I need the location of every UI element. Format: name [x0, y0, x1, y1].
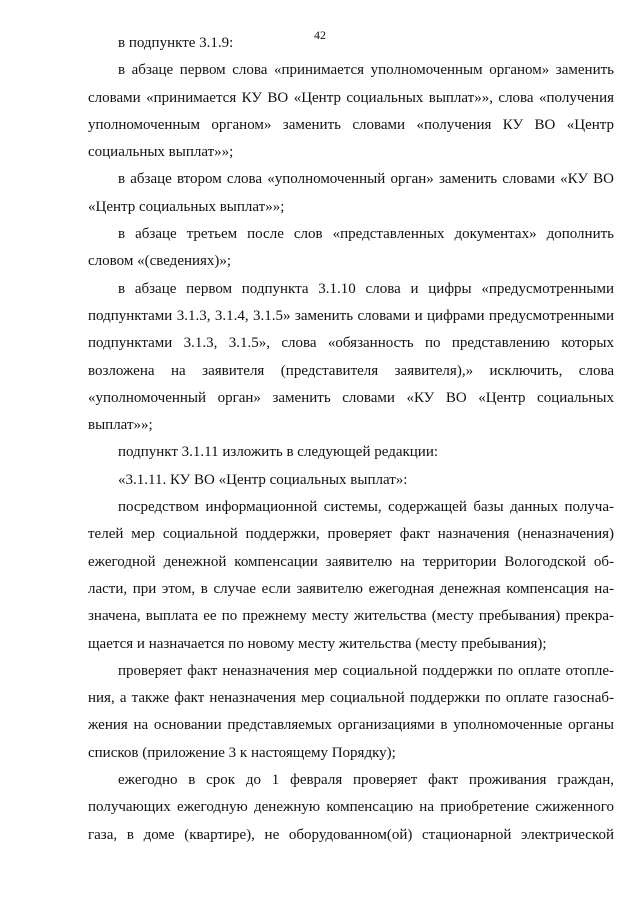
text-line: выплат»»; [88, 417, 153, 434]
text-line: в абзаце втором слова «уполномоченный орган» заменить словами «КУ ВО [118, 171, 614, 188]
text-line: словами «принимается КУ ВО «Центр социальных выплат»», слова «получения [88, 89, 614, 106]
text-line: газа, в доме (квартире), не оборудованном(ой) стационарной электрической [88, 826, 614, 843]
text-line: посредством информационной системы, содержащей базы данных получа- [118, 499, 614, 516]
text-line: щается и назначается по новому месту жительства (месту пребывания); [88, 635, 547, 652]
text-line: жения на основании представляемых организациями в уполномоченные органы [88, 717, 614, 734]
text-line: «уполномоченный орган» заменить словами «КУ ВО «Центр социальных [88, 389, 614, 406]
text-line: подпунктами 3.1.3, 3.1.5», слова «обязанность по представлению которых [88, 335, 614, 352]
text-line: телей мер социальной поддержки, проверяет факт назначения (неназначения) [88, 526, 614, 543]
text-line: ласти, при этом, в случае если заявителю ежегодная денежная компенсация на- [88, 580, 614, 597]
text-line: в подпункте 3.1.9: [118, 35, 234, 51]
page-number: 42 [314, 28, 326, 42]
text-line: подпункт 3.1.11 изложить в следующей редакции: [118, 444, 439, 461]
text-line: возложена на заявителя (представителя заявителя),» исключить, слова [88, 362, 614, 379]
text-line: словом «(сведениях)»; [88, 253, 232, 270]
text-line: в абзаце третьем после слов «представленных документах» дополнить [118, 226, 614, 243]
document-body [88, 30, 614, 849]
text-line: в абзаце первом подпункта 3.1.10 слова и цифры «предусмотренными [118, 280, 614, 297]
text-line: социальных выплат»»; [88, 144, 234, 161]
text-line: проверяет факт неназначения мер социальной поддержки по оплате отопле- [118, 662, 614, 679]
text-line: уполномоченным органом» заменить словами «получения КУ ВО «Центр [88, 116, 614, 133]
text-line: ния, а также факт неназначения мер социальной поддержки по оплате газоснаб- [88, 690, 614, 707]
text-line: списков (приложение 3 к настоящему Порядку); [88, 744, 396, 761]
text-line: подпунктами 3.1.3, 3.1.4, 3.1.5» заменить словами и цифрами предусмотренными [88, 307, 614, 324]
text-line: «3.1.11. КУ ВО «Центр социальных выплат»: [118, 471, 408, 488]
text-line: ежегодно в срок до 1 февраля проверяет факт проживания граждан, [118, 772, 614, 789]
text-line: «Центр социальных выплат»»; [88, 198, 285, 215]
text-line: ежегодной денежной компенсации заявителю на территории Вологодской об- [88, 553, 614, 570]
text-line: значена, выплата ее по прежнему месту жительства (месту пребывания) прекра- [88, 608, 614, 625]
text-line: получающих ежегодную денежную компенсацию на приобретение сжиженного [88, 799, 614, 816]
text-line: в абзаце первом слова «принимается уполномоченным органом» заменить [118, 62, 614, 79]
